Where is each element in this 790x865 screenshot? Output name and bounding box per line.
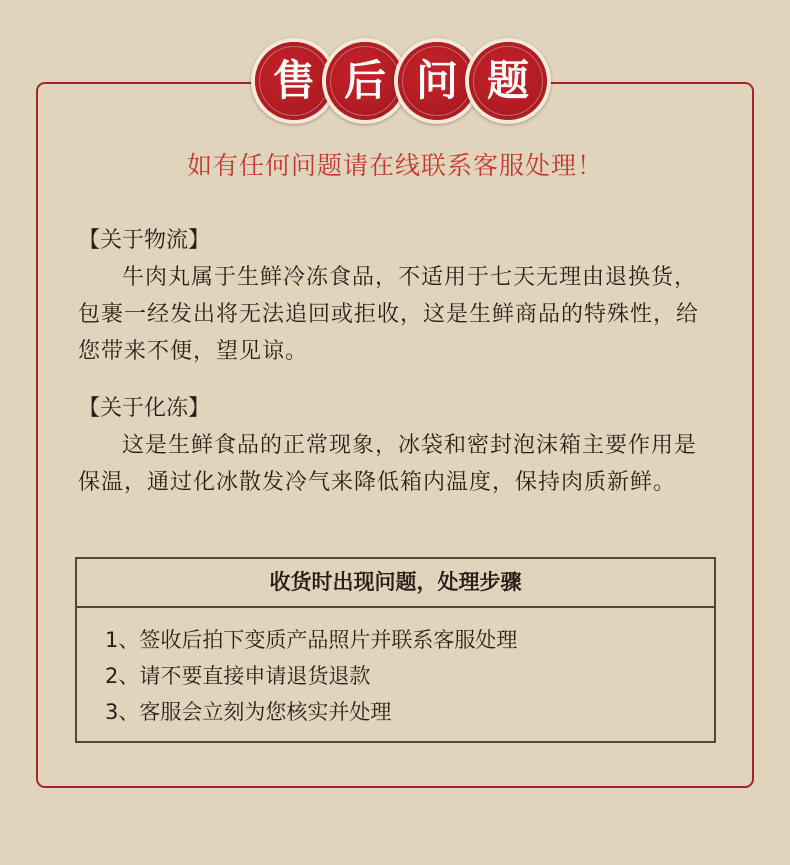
logistics-body: 牛肉丸属于生鲜冷冻食品，不适用于七天无理由退换货，包裹一经发出将无法追回或拒收，这是生鲜商品的特殊性，给您带来不便，望见谅。	[78, 265, 700, 364]
step-item-3: 3、客服会立刻为您核实并处理	[105, 700, 392, 724]
page-title	[251, 38, 551, 124]
logistics-section	[78, 222, 718, 370]
step-item-2: 2、请不要直接申请退货退款	[105, 664, 371, 688]
title-char-1: 售	[272, 56, 315, 105]
step-item-1: 1、签收后拍下变质产品照片并联系客服处理	[105, 628, 518, 652]
contact-notice: 如有任何问题请在线联系客服处理！	[186, 151, 603, 180]
title-badge-4	[465, 38, 551, 124]
thawing-heading: 【关于化冻】	[78, 396, 211, 421]
steps-box	[75, 557, 716, 743]
title-char-2: 后	[343, 56, 386, 105]
steps-list	[77, 608, 714, 730]
thawing-body: 这是生鲜食品的正常现象，冰袋和密封泡沫箱主要作用是保温，通过化冰散发冷气来降低箱内温度，保持肉质新鲜。	[78, 433, 698, 495]
logistics-heading: 【关于物流】	[78, 228, 211, 253]
steps-header: 收货时出现问题，处理步骤	[77, 559, 714, 608]
thawing-section	[78, 390, 718, 501]
title-char-3: 问	[415, 56, 458, 105]
title-char-4: 题	[486, 56, 529, 105]
